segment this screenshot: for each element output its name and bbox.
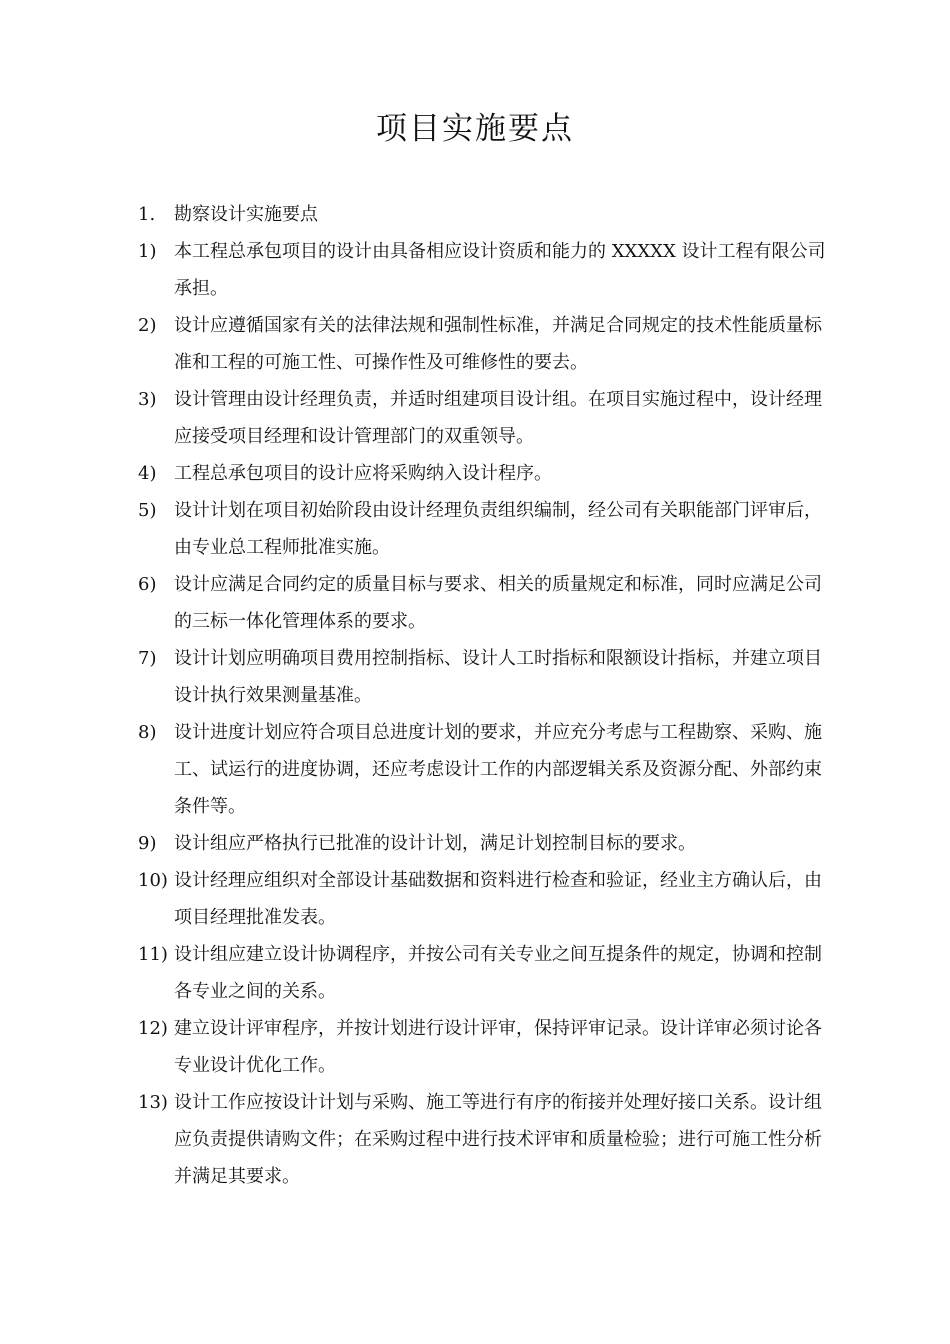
list-item-number: 7) (138, 648, 157, 669)
list-item-text: 设计应遵循国家有关的法律法规和强制性标准，并满足合同规定的技术性能质量标准和工程的可施工性、可操作性及可维修性的要去。 (174, 315, 822, 373)
list-item-text: 设计经理应组织对全部设计基础数据和资料进行检查和验证，经业主方确认后，由项目经理批准发表。 (174, 870, 822, 928)
list-item-text: 设计管理由设计经理负责，并适时组建项目设计组。在项目实施过程中，设计经理应接受项目经理和设计管理部门的双重领导。 (174, 389, 822, 447)
list-item-number: 11) (138, 944, 168, 965)
list-item-number: 12) (138, 1018, 168, 1039)
list-item-number: 9) (138, 833, 157, 854)
list-item-text: 设计组应建立设计协调程序，并按公司有关专业之间互提条件的规定，协调和控制各专业之间的关系。 (174, 944, 822, 1002)
list-item-number: 3) (138, 389, 157, 410)
list-item-text: 设计计划应明确项目费用控制指标、设计人工时指标和限额设计指标，并建立项目设计执行效果测量基准。 (174, 648, 822, 706)
section-heading-text: 勘察设计实施要点 (174, 204, 318, 225)
list-item (138, 233, 828, 307)
list-item-number: 13) (138, 1092, 168, 1113)
list-item-text: 设计工作应按设计计划与采购、施工等进行有序的衔接并处理好接口关系。设计组应负责提供请购文件；在采购过程中进行技术评审和质量检验；进行可施工性分析并满足其要求。 (174, 1092, 822, 1187)
list-item-text: 设计应满足合同约定的质量目标与要求、相关的质量规定和标准，同时应满足公司的三标一体化管理体系的要求。 (174, 574, 822, 632)
list-item-number: 5) (138, 500, 157, 521)
list-item (138, 455, 828, 492)
section-number: 1. (138, 204, 156, 225)
list-item-text: 建立设计评审程序，并按计划进行设计评审，保持评审记录。设计详审必须讨论各专业设计优化工作。 (174, 1018, 822, 1076)
list-item (138, 566, 828, 640)
list-item-number: 2) (138, 315, 157, 336)
list-item (138, 307, 828, 381)
list-item (138, 1010, 828, 1084)
list-item-number: 6) (138, 574, 157, 595)
list-item-text: 本工程总承包项目的设计由具备相应设计资质和能力的 XXXXX 设计工程有限公司承担。 (174, 241, 826, 299)
list-item (138, 714, 828, 825)
list-item-text: 设计组应严格执行已批准的设计计划，满足计划控制目标的要求。 (174, 833, 696, 854)
list-item (138, 640, 828, 714)
document-title: 项目实施要点 (376, 111, 574, 147)
list-item (138, 862, 828, 936)
list-item-text: 设计进度计划应符合项目总进度计划的要求，并应充分考虑与工程勘察、采购、施工、试运行的进度协调，还应考虑设计工作的内部逻辑关系及资源分配、外部约束条件等。 (174, 722, 822, 817)
list-item-number: 4) (138, 463, 157, 484)
list-item (138, 1084, 828, 1195)
section-implementation (138, 196, 828, 1195)
list-item-number: 1) (138, 241, 157, 262)
section-heading (138, 196, 828, 233)
list-item-text: 设计计划在项目初始阶段由设计经理负责组织编制，经公司有关职能部门评审后，由专业总工程师批准实施。 (174, 500, 822, 558)
list-item (138, 936, 828, 1010)
list-item (138, 825, 828, 862)
list-item (138, 381, 828, 455)
list-item (138, 492, 828, 566)
list-item-text: 工程总承包项目的设计应将采购纳入设计程序。 (174, 463, 552, 484)
list-item-number: 8) (138, 722, 157, 743)
list-item-number: 10) (138, 870, 168, 891)
